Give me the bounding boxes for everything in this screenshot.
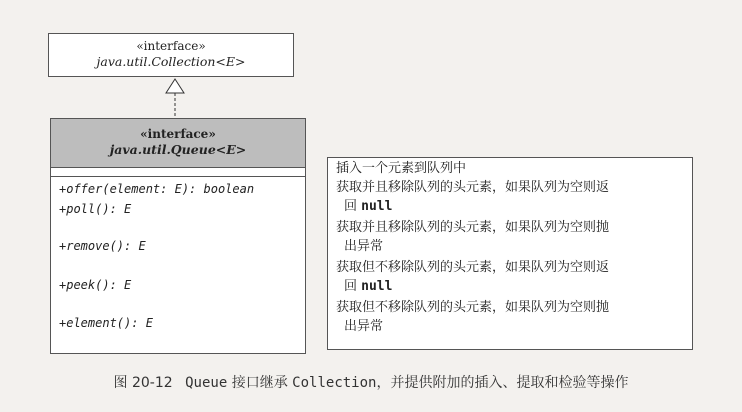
desc-element-line1: 获取但不移除队列的头元素，如果队列为空则抛 <box>336 300 610 315</box>
desc-offer: 插入一个元素到队列中 <box>336 161 467 176</box>
caption-number: 图 20-12 <box>113 375 173 391</box>
queue-attributes <box>51 168 305 177</box>
caption-text1: 接口继承 <box>231 375 288 391</box>
desc-element-line2: 出异常 <box>344 319 384 334</box>
collection-name: java.util.Collection<E> <box>96 54 246 69</box>
method-element: +element(): E <box>59 316 153 330</box>
queue-interface-box <box>50 118 306 354</box>
desc-remove-line1: 获取并且移除队列的头元素，如果队列为空则抛 <box>336 220 610 235</box>
caption-code-collection: Collection <box>292 375 377 391</box>
caption-code-queue: Queue <box>185 375 228 391</box>
desc-peek-line2 <box>344 278 392 296</box>
queue-methods <box>51 177 305 347</box>
caption-text2: ，并提供附加的插入、提取和检验等操作 <box>376 375 629 391</box>
desc-peek-null: null <box>361 279 393 294</box>
desc-poll-line2 <box>344 198 392 216</box>
method-description-box <box>327 157 693 350</box>
method-remove: +remove(): E <box>59 239 146 253</box>
figure-caption <box>0 372 742 392</box>
method-offer: +offer(element: E): boolean <box>59 182 255 196</box>
collection-interface-box <box>48 33 294 77</box>
queue-stereotype: «interface» <box>140 127 216 141</box>
desc-peek-prefix: 回 <box>344 279 362 294</box>
inheritance-arrow <box>160 77 190 119</box>
desc-peek-line1: 获取但不移除队列的头元素，如果队列为空则返 <box>336 260 610 275</box>
desc-remove-line2: 出异常 <box>344 239 384 254</box>
method-poll: +poll(): E <box>59 202 132 216</box>
desc-poll-null: null <box>361 199 393 214</box>
desc-poll-line1: 获取并且移除队列的头元素，如果队列为空则返 <box>336 180 610 195</box>
desc-poll-prefix: 回 <box>344 199 362 214</box>
collection-stereotype: «interface» <box>136 39 206 53</box>
method-peek: +peek(): E <box>59 278 132 292</box>
queue-name: java.util.Queue<E> <box>109 142 247 157</box>
queue-header <box>51 119 305 168</box>
